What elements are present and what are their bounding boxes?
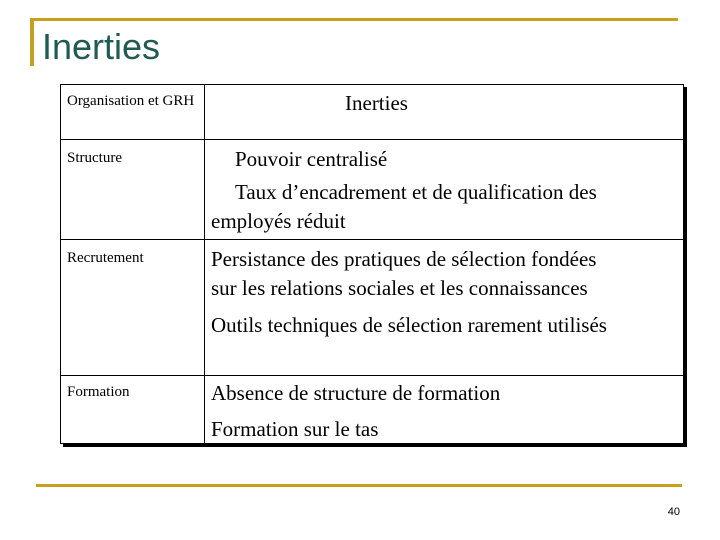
content-line: Pouvoir centralisé <box>235 147 388 171</box>
table-row <box>61 140 683 240</box>
row-label-formation: Formation <box>67 384 130 400</box>
table-column-divider <box>204 85 205 443</box>
slide-title: Inerties <box>42 26 161 67</box>
inerties-table <box>60 84 684 444</box>
decorative-left-rule <box>30 18 34 66</box>
content-line: Absence de structure de formation <box>211 381 501 405</box>
page-number: 40 <box>667 506 680 518</box>
table-row <box>61 376 683 445</box>
content-line: Formation sur le tas <box>211 417 379 441</box>
row-label-recrutement: Recrutement <box>67 250 144 266</box>
content-line: Taux d’encadrement et de qualification des <box>235 180 597 204</box>
header-right-cell: Inerties <box>345 91 408 115</box>
content-line: Outils techniques de sélection rarement utilisés <box>211 313 607 337</box>
decorative-top-rule <box>30 18 678 21</box>
row-label-structure: Structure <box>67 150 122 166</box>
content-line: employés réduit <box>211 209 346 233</box>
content-line: sur les relations sociales et les connaissances <box>211 276 588 300</box>
decorative-bottom-rule <box>36 484 682 487</box>
table-row <box>61 240 683 376</box>
header-left-cell: Organisation et GRH <box>67 93 195 109</box>
table-header-row <box>61 85 683 140</box>
content-line: Persistance des pratiques de sélection fondées <box>211 247 597 271</box>
